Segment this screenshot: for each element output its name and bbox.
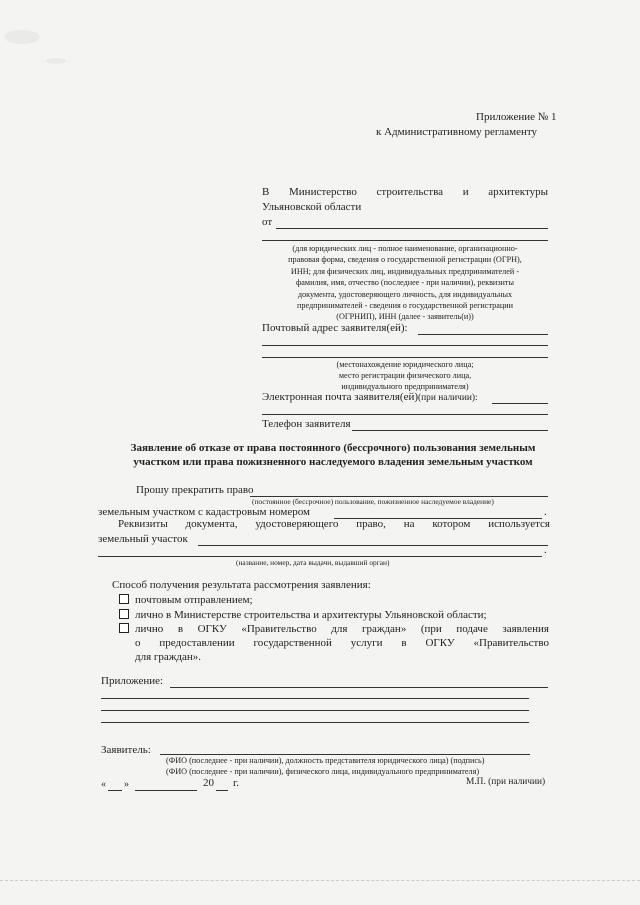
document-title: Заявление об отказе от права постоянного (бессрочного) пользования земельным участком или права пожизненного наследуемого владения земельным участком [130,442,536,468]
document-requisites-field-2[interactable] [98,556,542,557]
applicant-signature-field[interactable] [160,754,530,755]
signature-note-1: (ФИО (последнее - при наличии), должность представителя юридического лица) (подпись) [166,756,485,765]
email-label: Электронная почта заявителя(ей)(при наличии): [262,391,478,403]
from-field-2[interactable] [262,240,548,241]
appendix-reference: к Административному регламенту [376,126,538,138]
document-requisites-field[interactable] [198,545,548,546]
requisites-line: Реквизиты документа, удостоверяющего право, на котором используется [118,518,550,530]
addressee-region: Ульяновской области [262,201,362,213]
method-option-ministry[interactable]: лично в Министерстве строительства и архитектуры Ульяновской области; [119,609,487,621]
checkbox-ministry[interactable] [119,609,129,619]
applicant-label: Заявитель: [101,744,151,756]
applicant-note: (для юридических лиц - полное наименование, организационно- правовая форма, сведения о государственной регистрации (ОГРН), ИНН; для физических лиц, индивидуальных предпринимателей - фамилия, имя, отчество (последнее - при наличии), реквизиты документа, удостоверяющего личность, для индивидуальных предпринимателей - сведения о государственной регистрации (ОГРНИП), ИНН (далее - заявитель(и)) [288,244,522,322]
attachments-label: Приложение: [101,675,164,687]
scan-smudge [46,58,66,64]
from-field[interactable] [276,228,548,229]
method-option-ogku[interactable] [119,623,135,635]
scan-edge [0,880,640,881]
from-label: от [262,216,273,228]
checkbox-ogku[interactable] [119,623,129,633]
method-label: Способ получения результата рассмотрения заявления: [112,579,371,591]
addressee-line: В Министерство строительства и архитектуры [262,186,548,198]
requisites-period: . [544,544,547,556]
method-option-post[interactable]: почтовым отправлением; [119,594,253,606]
attachments-field-4[interactable] [101,722,529,723]
email-field-2[interactable] [262,414,548,415]
cadastral-label: земельным участком с кадастровым номером [98,506,311,518]
location-note: (местонахождение юридического лица; место регистрации физического лица, индивидуального предпринимателя) [336,360,474,391]
method-option-ogku-line3: для граждан». [135,651,202,663]
appendix-number: Приложение № 1 [476,111,557,123]
date-month-field[interactable] [135,790,197,791]
postal-address-label: Почтовый адрес заявителя(ей): [262,322,408,334]
date-day-field[interactable] [108,790,122,791]
method-option-ogku-line2: о предоставлении государственной услуги в ОГКУ «Правительство [135,637,549,649]
signature-note-2: (ФИО (последнее - при наличии), физического лица, индивидуального предпринимателя) [166,767,480,776]
phone-label: Телефон заявителя [262,418,351,430]
attachments-field[interactable] [170,687,548,688]
checkbox-post[interactable] [119,594,129,604]
scan-smudge [4,30,40,44]
method-option-ogku-line1: лично в ОГКУ «Правительство для граждан» (при подаче заявления [135,623,549,635]
date-quote-close: » [124,779,129,790]
attachments-field-2[interactable] [101,698,529,699]
postal-address-field-3[interactable] [262,357,548,358]
date-year-suffix: г. [233,777,240,789]
attachments-field-3[interactable] [101,710,529,711]
date-year-prefix: 20 [203,777,214,789]
email-field[interactable] [492,403,548,404]
date-year-field[interactable] [216,790,228,791]
postal-address-field[interactable] [418,334,548,335]
land-plot-label: земельный участок [98,533,188,545]
document-note: (название, номер, дата выдачи, выдавший орган) [236,558,390,567]
phone-field[interactable] [352,430,548,431]
postal-address-field-2[interactable] [262,345,548,346]
cadastral-period: . [544,506,547,518]
date-quote-open: « [101,779,106,790]
request-label: Прошу прекратить право [136,484,254,496]
right-type-note: (постоянное (бессрочное) пользование, пожизненное наследуемое владение) [252,497,494,506]
stamp-label: М.П. (при наличии) [466,777,546,787]
